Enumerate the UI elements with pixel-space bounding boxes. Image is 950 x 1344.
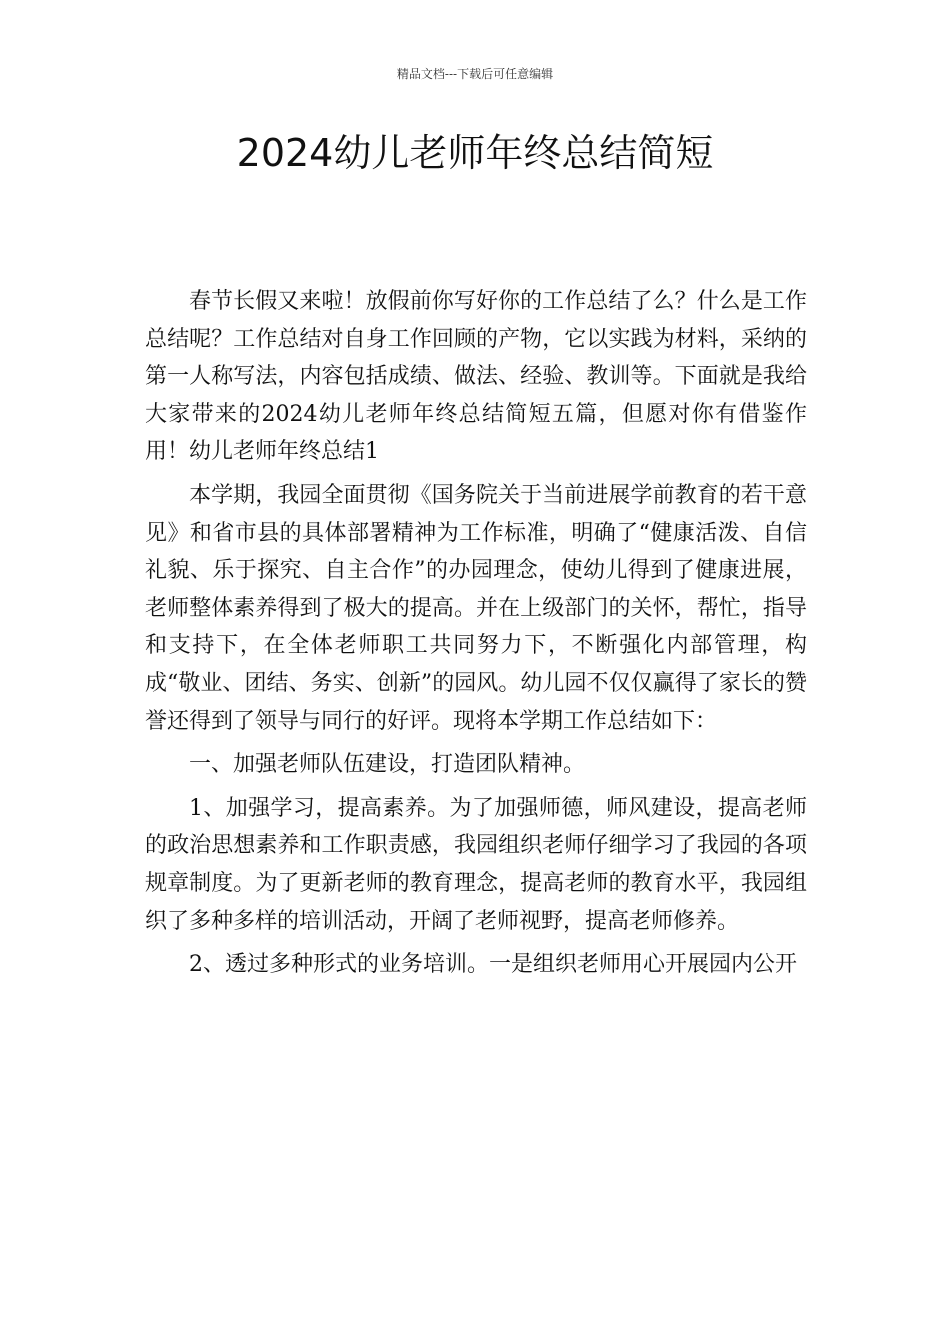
- paragraph-item-2: 2、透过多种形式的业务培训。一是组织老师用心开展园内公开: [189, 952, 797, 978]
- page-header-note: 精品文档---下载后可任意编辑: [396, 67, 554, 81]
- document-body: [145, 283, 807, 990]
- paragraph-intro: 春节长假又来啦！放假前你写好你的工作总结了么？什么是工作总结呢？工作总结对自身工作回顾的产物，它以实践为材料，采纳的第一人称写法，内容包括成绩、做法、经验、教训等。下面就是我给大家带来的2024幼儿老师年终总结简短五篇，但愿对你有借鉴作用！幼儿老师年终总结1: [145, 289, 807, 465]
- paragraph-section-heading: 一、加强老师队伍建设，打造团队精神。: [189, 752, 586, 778]
- paragraph-item-1: 1、加强学习，提高素养。为了加强师德，师风建设，提高老师的政治思想素养和工作职责感，我园组织老师仔细学习了我园的各项规章制度。为了更新老师的教育理念，提高老师的教育水平，我园组织了多种多样的培训活动，开阔了老师视野，提高老师修养。: [145, 795, 807, 934]
- document-title: 2024幼儿老师年终总结简短: [236, 131, 714, 175]
- paragraph-semester-summary: 本学期，我园全面贯彻《国务院关于当前进展学前教育的若干意见》和省市县的具体部署精神为工作标准，明确了“健康活泼、自信礼貌、乐于探究、自主合作”的办园理念，使幼儿得到了健康进展，老师整体素养得到了极大的提高。并在上级部门的关怀，帮忙，指导和支持下，在全体老师职工共同努力下，不断强化内部管理，构成“敬业、团结、务实、创新”的园风。幼儿园不仅仅赢得了家长的赞誉还得到了领导与同行的好评。现将本学期工作总结如下：: [145, 482, 807, 734]
